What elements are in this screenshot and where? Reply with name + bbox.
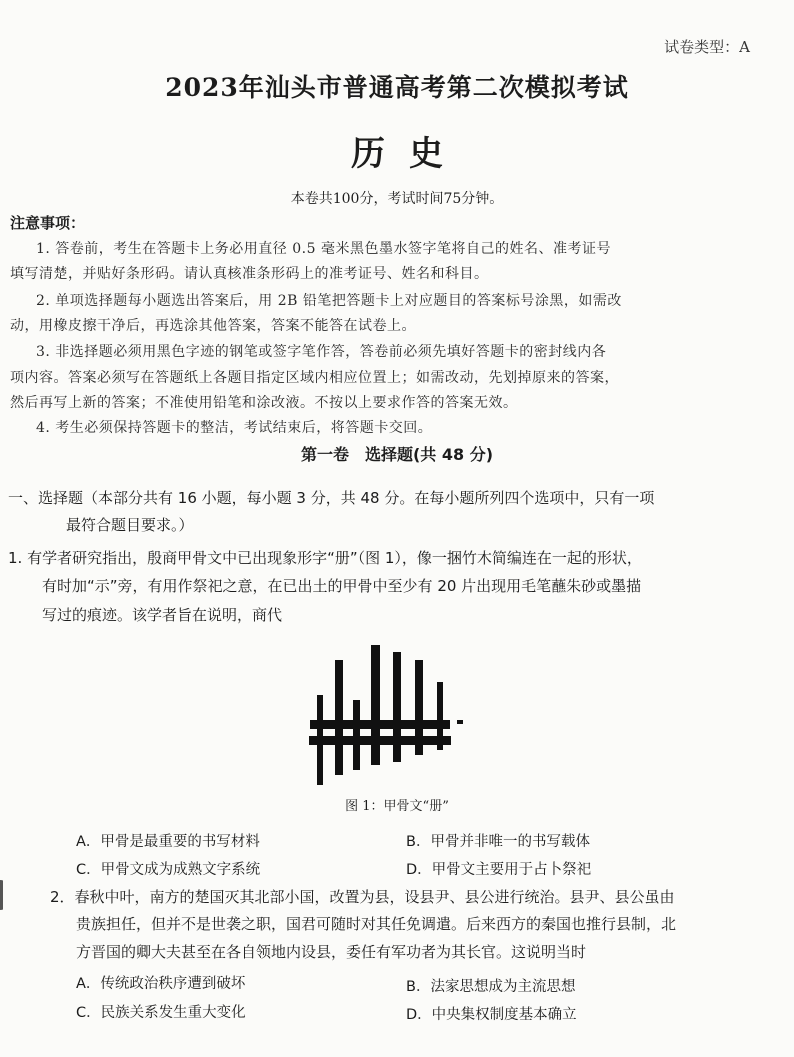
notice-line: 然后再写上新的答案；不准使用铅笔和涂改液。不按以上要求作答的答案无效。 bbox=[10, 395, 518, 411]
q1-option-c: C．甲骨文成为成熟文字系统 bbox=[76, 862, 261, 878]
q2-option-b: B．法家思想成为主流思想 bbox=[406, 979, 576, 995]
q1-stem: 有时加“示”旁，有用作祭祀之意，在已出土的甲骨中至少有 20 片出现用毛笔蘸朱砂或墨描 bbox=[42, 577, 642, 595]
part-instructions: 一、选择题（本部分共有 16 小题，每小题 3 分，共 48 分。在每小题所列四个选项中，只有一项 bbox=[8, 489, 655, 507]
q2-option-c: C．民族关系发生重大变化 bbox=[76, 1005, 246, 1021]
q1-stem: 1. 有学者研究指出，殷商甲骨文中已出现象形字“册”（图 1），像一捆竹木简编连在一起的形状， bbox=[8, 549, 642, 567]
notice-line: 1. 答卷前，考生在答题卡上务必用直径 0.5 毫米黑色墨水签字笔将自己的姓名、准考证号 bbox=[36, 241, 611, 257]
q1-stem: 写过的痕迹。该学者旨在说明，商代 bbox=[42, 606, 283, 624]
q2-option-d: D．中央集权制度基本确立 bbox=[406, 1007, 577, 1023]
q2-stem: 2．春秋中叶，南方的楚国灭其北部小国，改置为县，设县尹、县公进行统治。县尹、县公虽由 bbox=[50, 888, 675, 906]
notice-line: 4. 考生必须保持答题卡的整洁，考试结束后，将答题卡交回。 bbox=[36, 420, 433, 436]
exam-meta: 本卷共100分，考试时间75分钟。 bbox=[290, 191, 504, 207]
q1-option-d: D．甲骨文主要用于占卜祭祀 bbox=[406, 862, 592, 878]
notice-line: 动，用橡皮擦干净后，再选涂其他答案，答案不能答在试卷上。 bbox=[10, 318, 416, 334]
notice-line: 2. 单项选择题每小题选出答案后，用 2B 铅笔把答题卡上对应题目的答案标号涂黑，如需改 bbox=[36, 293, 622, 309]
notice-line: 项内容。答案必须写在答题纸上各题目指定区域内相应位置上；如需改动，先划掉原来的答案， bbox=[10, 370, 619, 386]
scan-edge-mark bbox=[0, 880, 9, 910]
q2-stem: 方晋国的卿大夫甚至在各自领地内设县，委任有军功者为其长官。这说明当时 bbox=[76, 943, 587, 961]
notice-line: 填写清楚，并贴好条形码。请认真核准条形码上的准考证号、姓名和科目。 bbox=[10, 266, 489, 282]
paper-type-label: 试卷类型：A bbox=[664, 38, 750, 56]
q2-option-a: A．传统政治秩序遭到破坏 bbox=[76, 976, 246, 992]
notice-heading: 注意事项： bbox=[10, 214, 86, 232]
oracle-bone-ce-figure bbox=[305, 640, 475, 785]
q1-option-b: B．甲骨并非唯一的书写载体 bbox=[406, 834, 590, 850]
q1-option-a: A．甲骨是最重要的书写材料 bbox=[76, 834, 260, 850]
section-title: 第一卷 选择题(共 48 分) bbox=[300, 445, 494, 464]
subject-title: 历史 bbox=[351, 134, 467, 174]
q2-stem: 贵族担任，但并不是世袭之职，国君可随时对其任免调遣。后来西方的秦国也推行县制，北 bbox=[76, 915, 677, 933]
part-instructions-cont: 最符合题目要求。） bbox=[66, 516, 194, 534]
exam-title: 2023年汕头市普通高考第二次模拟考试 bbox=[165, 73, 629, 102]
figure-caption: 图 1：甲骨文“册” bbox=[345, 799, 449, 814]
notice-line: 3. 非选择题必须用黑色字迹的钢笔或签字笔作答，答卷前必须先填好答题卡的密封线内各 bbox=[36, 344, 607, 360]
